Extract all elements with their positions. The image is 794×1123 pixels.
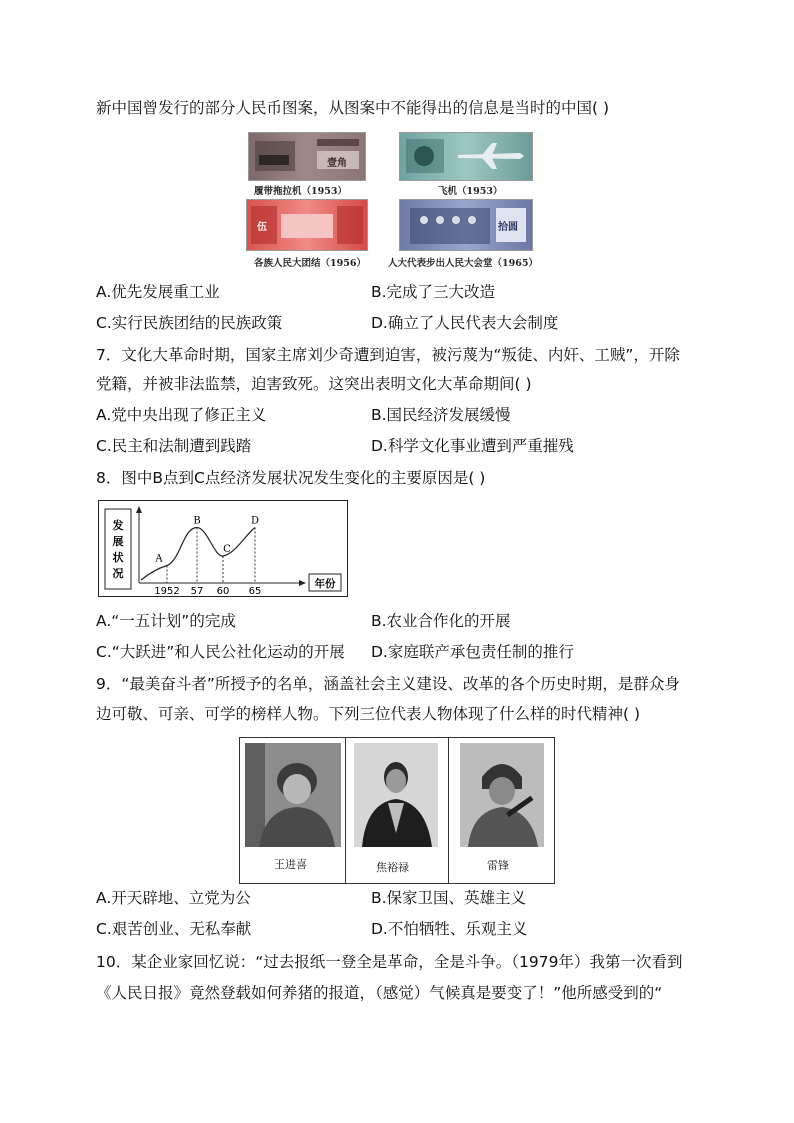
- q9-stem-line2: 边可敬、可亲、可学的榜样人物。下列三位代表人物体现了什么样的时代精神( ): [96, 705, 641, 723]
- economic-chart: [98, 500, 348, 597]
- portrait-jiao-icon: [354, 743, 438, 847]
- ylabel-char-1: 发: [112, 519, 124, 532]
- portrait-cell-2: [346, 738, 449, 883]
- portrait-name: 焦裕禄: [376, 861, 409, 874]
- ylabel-char-4: 况: [112, 567, 124, 580]
- caption-unity: 各族人民大团结（1956）: [254, 258, 366, 269]
- q9-option-b[interactable]: B.保家卫国、英雄主义: [371, 889, 527, 907]
- q8-option-a[interactable]: A.“一五计划”的完成: [96, 612, 236, 630]
- q6-option-b[interactable]: B.完成了三大改造: [371, 283, 496, 301]
- q9-option-c[interactable]: C.艰苦创业、无私奉献: [96, 920, 252, 938]
- xlabel: 年份: [314, 578, 336, 590]
- q6-stem: 新中国曾发行的部分人民币图案，从图案中不能得出的信息是当时的中国( ): [96, 99, 610, 117]
- q7-option-c[interactable]: C.民主和法制遭到践踏: [96, 437, 252, 455]
- q9-stem-line1: 9．“最美奋斗者”所授予的名单，涵盖社会主义建设、改革的各个历史时期，是群众身: [96, 675, 680, 693]
- q7-option-d[interactable]: D.科学文化事业遭到严重摧残: [371, 437, 574, 455]
- x-tick-label: 57: [190, 586, 204, 596]
- q8-stem: 8．图中B点到C点经济发展状况发生变化的主要原因是( ): [96, 469, 486, 487]
- portrait-name: 雷锋: [487, 859, 509, 872]
- portrait-cell-3: [449, 738, 553, 883]
- portrait-wang-icon: [245, 743, 341, 847]
- airplane-image-icon: [400, 133, 532, 180]
- ylabel-char-2: 展: [112, 535, 124, 548]
- banknote-denomination: 壹角: [327, 158, 347, 169]
- q7-stem-line1: 7．文化大革命时期，国家主席刘少奇遭到迫害，被污蔑为“叛徒、内奸、工贼”，开除: [96, 346, 680, 364]
- q7-option-b[interactable]: B.国民经济发展缓慢: [371, 406, 511, 424]
- x-tick-label: 60: [216, 586, 230, 596]
- portrait-name: 王进喜: [274, 858, 307, 871]
- q8-option-d[interactable]: D.家庭联产承包责任制的推行: [371, 643, 574, 661]
- x-axis-arrow: [299, 580, 306, 586]
- chart-svg: [99, 501, 347, 596]
- point-label-D: D: [250, 515, 260, 527]
- x-tick-label: 65: [248, 586, 262, 596]
- caption-airplane: 飞机（1953）: [438, 186, 503, 197]
- portrait-cell-1: [240, 738, 346, 883]
- q9-option-a[interactable]: A.开天辟地、立党为公: [96, 889, 251, 907]
- point-label-C: C: [223, 544, 231, 555]
- point-label-A: A: [155, 553, 163, 565]
- tractor-image-icon: [249, 133, 365, 180]
- portrait-table: [239, 737, 555, 884]
- portrait-lei-icon: [460, 743, 544, 847]
- banknote-congress: [399, 199, 533, 251]
- banknote-airplane: [399, 132, 533, 181]
- y-axis-arrow: [136, 506, 142, 513]
- caption-congress: 人大代表步出人民大会堂（1965）: [388, 258, 538, 269]
- q6-option-c[interactable]: C.实行民族团结的民族政策: [96, 314, 283, 332]
- q9-option-d[interactable]: D.不怕牺牲、乐观主义: [371, 920, 528, 938]
- q6-option-d[interactable]: D.确立了人民代表大会制度: [371, 314, 559, 332]
- ylabel-char-3: 状: [112, 551, 124, 564]
- banknote-unity: [246, 199, 368, 251]
- q10-stem-line1: 10．某企业家回忆说：“过去报纸一登全是革命，全是斗争。（1979年）我第一次看到: [96, 953, 683, 971]
- q8-option-b[interactable]: B.农业合作化的开展: [371, 612, 511, 630]
- point-label-B: B: [193, 515, 201, 527]
- q7-option-a[interactable]: A.党中央出现了修正主义: [96, 406, 267, 424]
- q7-stem-line2: 党籍，并被非法监禁，迫害致死。这突出表明文化大革命期间( ): [96, 375, 532, 393]
- q6-option-a[interactable]: A.优先发展重工业: [96, 283, 220, 301]
- x-tick-label: 1952: [154, 586, 180, 596]
- banknote-tractor: [248, 132, 366, 181]
- q10-stem-line2: 《人民日报》竟然登载如何养猪的报道，（感觉）气候真是要变了！”他所感受到的“: [96, 984, 663, 1002]
- q8-option-c[interactable]: C.“大跃进”和人民公社化运动的开展: [96, 643, 345, 661]
- banknote-denomination: 伍: [257, 222, 267, 233]
- banknote-denomination: 拾圆: [498, 222, 518, 233]
- caption-tractor: 履带拖拉机（1953）: [254, 186, 347, 197]
